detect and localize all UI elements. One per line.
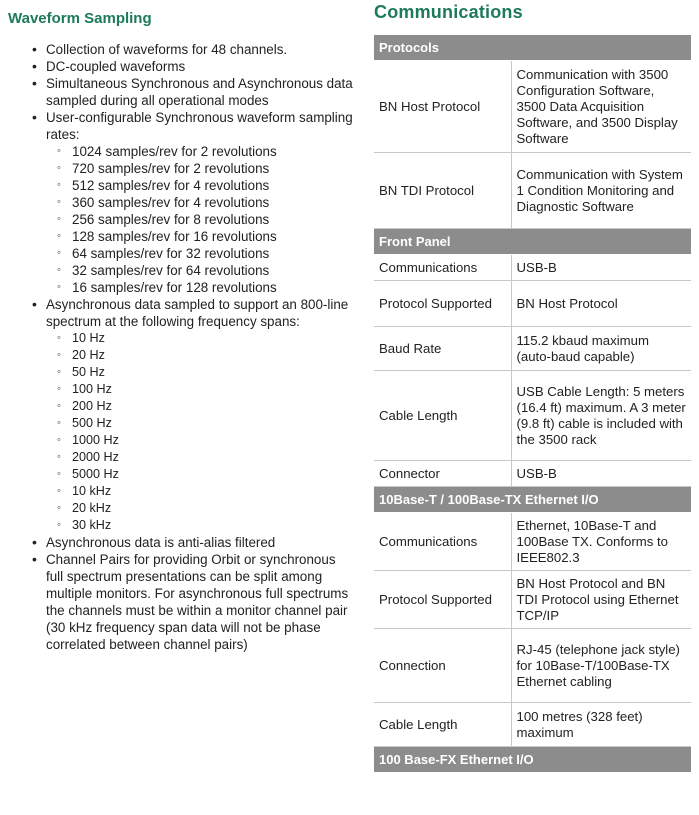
sampling-rate-item: ◦ 64 samples/rev for 32 revolutions [72,245,353,262]
row-label: Connector [374,461,511,487]
list-item [46,296,353,534]
list-item-text: Asynchronous data sampled to support an 800-line spectrum at the following frequency spans: [46,297,349,329]
sampling-rate-item: ◦ 360 samples/rev for 4 revolutions [72,194,353,211]
frequency-spans-list [46,330,353,534]
row-label: Protocol Supported [374,281,511,327]
row-label: Connection [374,629,511,703]
table-row [374,703,691,747]
section-header-ethernet: 10Base-T / 100Base-TX Ethernet I/O [374,487,691,513]
row-value: Communication with System 1 Condition Monitoring and Diagnostic Software [511,153,691,229]
row-value: Ethernet, 10Base-T and 100Base TX. Conforms to IEEE802.3 [511,513,691,571]
frequency-span-item: ◦ 100 Hz [72,381,353,398]
frequency-span-item: ◦ 10 kHz [72,483,353,500]
list-item: • Simultaneous Synchronous and Asynchronous data sampled during all operational modes [46,75,353,109]
table-row [374,327,691,371]
section-header-fx-ethernet: 100 Base-FX Ethernet I/O [374,747,691,773]
communications-title: Communications [374,2,523,22]
list-item: • Channel Pairs for providing Orbit or synchronous full spectrum presentations can be split among multiple monitors. For asynchronous full spectrums the channels must be within a monitor channel pair (30 kHz frequency span data will not be phase correlated between channel pairs) [46,551,353,653]
row-value: USB Cable Length: 5 meters (16.4 ft) maximum. A 3 meter (9.8 ft) cable is included with the 3500 rack [511,371,691,461]
sampling-rate-item: ◦ 1024 samples/rev for 2 revolutions [72,143,353,160]
row-value: 100 metres (328 feet) maximum [511,703,691,747]
frequency-span-item: ◦ 5000 Hz [72,466,353,483]
table-row [374,281,691,327]
table-row [374,371,691,461]
table-row [374,255,691,281]
table-row [374,461,691,487]
frequency-span-item: ◦ 10 Hz [72,330,353,347]
waveform-sampling-section [8,10,353,653]
section-header-protocols: Protocols [374,35,691,61]
row-value: Communication with 3500 Configuration Software, 3500 Data Acquisition Software, and 3500 Display Software [511,61,691,153]
waveform-sampling-title: Waveform Sampling [8,10,152,27]
row-value: BN Host Protocol [511,281,691,327]
row-label: Communications [374,255,511,281]
frequency-span-item: ◦ 20 kHz [72,500,353,517]
row-label: BN Host Protocol [374,61,511,153]
row-label: BN TDI Protocol [374,153,511,229]
sampling-rate-item: ◦ 256 samples/rev for 8 revolutions [72,211,353,228]
frequency-span-item: ◦ 200 Hz [72,398,353,415]
frequency-span-item: ◦ 2000 Hz [72,449,353,466]
table-row [374,629,691,703]
row-label: Protocol Supported [374,571,511,629]
row-label: Cable Length [374,371,511,461]
sampling-rate-item: ◦ 720 samples/rev for 2 revolutions [72,160,353,177]
communications-spec-table [374,35,691,773]
sampling-rate-item: ◦ 16 samples/rev for 128 revolutions [72,279,353,296]
row-value: USB-B [511,461,691,487]
frequency-span-item: ◦ 20 Hz [72,347,353,364]
frequency-span-item: ◦ 30 kHz [72,517,353,534]
row-value: BN Host Protocol and BN TDI Protocol using Ethernet TCP/IP [511,571,691,629]
list-item [46,109,353,296]
list-item: • Asynchronous data is anti-alias filtered [46,534,353,551]
sampling-rates-list [46,143,353,296]
list-item: • DC-coupled waveforms [46,58,353,75]
row-label: Communications [374,513,511,571]
row-value: 115.2 kbaud maximum (auto-baud capable) [511,327,691,371]
frequency-span-item: ◦ 500 Hz [72,415,353,432]
frequency-span-item: ◦ 50 Hz [72,364,353,381]
row-label: Baud Rate [374,327,511,371]
row-value: RJ-45 (telephone jack style) for 10Base-T/100Base-TX Ethernet cabling [511,629,691,703]
row-value: USB-B [511,255,691,281]
row-label: Cable Length [374,703,511,747]
table-row [374,571,691,629]
list-item-text: User-configurable Synchronous waveform sampling rates: [46,110,353,142]
frequency-span-item: ◦ 1000 Hz [72,432,353,449]
table-row [374,61,691,153]
communications-section [374,2,691,773]
list-item: • Collection of waveforms for 48 channels. [46,41,353,58]
section-header-front-panel: Front Panel [374,229,691,255]
waveform-bullet-list [8,41,353,653]
table-row [374,153,691,229]
sampling-rate-item: ◦ 512 samples/rev for 4 revolutions [72,177,353,194]
sampling-rate-item: ◦ 128 samples/rev for 16 revolutions [72,228,353,245]
sampling-rate-item: ◦ 32 samples/rev for 64 revolutions [72,262,353,279]
table-row [374,513,691,571]
